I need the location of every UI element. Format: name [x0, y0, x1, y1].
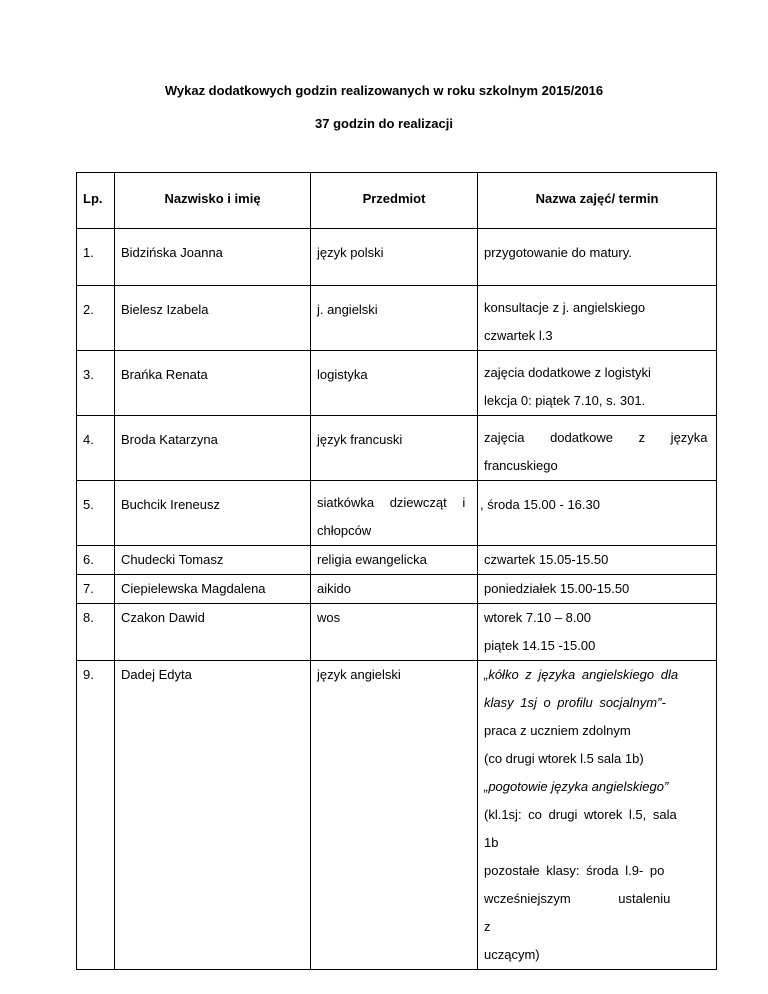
row-number: 2.	[77, 286, 115, 351]
row-subject: religia ewangelicka	[311, 546, 478, 575]
table-row	[77, 604, 717, 661]
table-row	[77, 661, 717, 970]
column-header-name: Nazwisko i imię	[115, 173, 311, 229]
row-name: Ciepielewska Magdalena	[115, 575, 311, 604]
row-number: 3.	[77, 351, 115, 416]
column-header-details: Nazwa zajęć/ termin	[478, 173, 717, 229]
row-number: 6.	[77, 546, 115, 575]
row-number: 5.	[77, 481, 115, 546]
table-row	[77, 416, 717, 481]
row-details: , środa 15.00 - 16.30	[478, 481, 717, 546]
row-details: zajęcia dodatkowe z języka francuskiego	[478, 416, 717, 481]
row-details: zajęcia dodatkowe z logistyki lekcja 0: piątek 7.10, s. 301.	[478, 351, 717, 416]
row-number: 4.	[77, 416, 115, 481]
row-subject: język polski	[311, 229, 478, 286]
hours-table	[76, 172, 717, 970]
row-subject: język francuski	[311, 416, 478, 481]
row-name: Bielesz Izabela	[115, 286, 311, 351]
row-subject: wos	[311, 604, 478, 661]
table-row	[77, 546, 717, 575]
row-details: „kółko z języka angielskiego dla klasy 1sj o profilu socjalnym”- praca z uczniem zdolnym (co drugi wtorek l.5 sala 1b) „pogotowie języka angielskiego” (kl.1sj: co drugi wtorek l.5, sala 1b pozostałe klasy: środa l.9- po wcześniejszym ustaleniu z uczącym)	[478, 661, 717, 970]
row-details: przygotowanie do matury.	[478, 229, 717, 286]
document-title: Wykaz dodatkowych godzin realizowanych w roku szkolnym 2015/2016	[164, 83, 604, 98]
row-name: Brańka Renata	[115, 351, 311, 416]
row-name: Buchcik Ireneusz	[115, 481, 311, 546]
document-subtitle: 37 godzin do realizacji	[315, 116, 453, 131]
row-name: Dadej Edyta	[115, 661, 311, 970]
row-subject: aikido	[311, 575, 478, 604]
row-number: 9.	[77, 661, 115, 970]
table-row	[77, 351, 717, 416]
row-name: Chudecki Tomasz	[115, 546, 311, 575]
table-header-row	[77, 173, 717, 229]
row-subject: siatkówka dziewcząt i chłopców	[311, 481, 478, 546]
row-number: 8.	[77, 604, 115, 661]
row-details: czwartek 15.05-15.50	[478, 546, 717, 575]
row-subject: język angielski	[311, 661, 478, 970]
row-details: konsultacje z j. angielskiego czwartek l.3	[478, 286, 717, 351]
row-subject: j. angielski	[311, 286, 478, 351]
row-name: Bidzińska Joanna	[115, 229, 311, 286]
table-row	[77, 286, 717, 351]
column-header-lp: Lp.	[77, 173, 115, 229]
table-row	[77, 481, 717, 546]
row-number: 7.	[77, 575, 115, 604]
table-row	[77, 575, 717, 604]
row-name: Czakon Dawid	[115, 604, 311, 661]
row-name: Broda Katarzyna	[115, 416, 311, 481]
column-header-subject: Przedmiot	[311, 173, 478, 229]
row-number: 1.	[77, 229, 115, 286]
row-subject: logistyka	[311, 351, 478, 416]
row-details: wtorek 7.10 – 8.00 piątek 14.15 -15.00	[478, 604, 717, 661]
table-row	[77, 229, 717, 286]
row-details: poniedziałek 15.00-15.50	[478, 575, 717, 604]
